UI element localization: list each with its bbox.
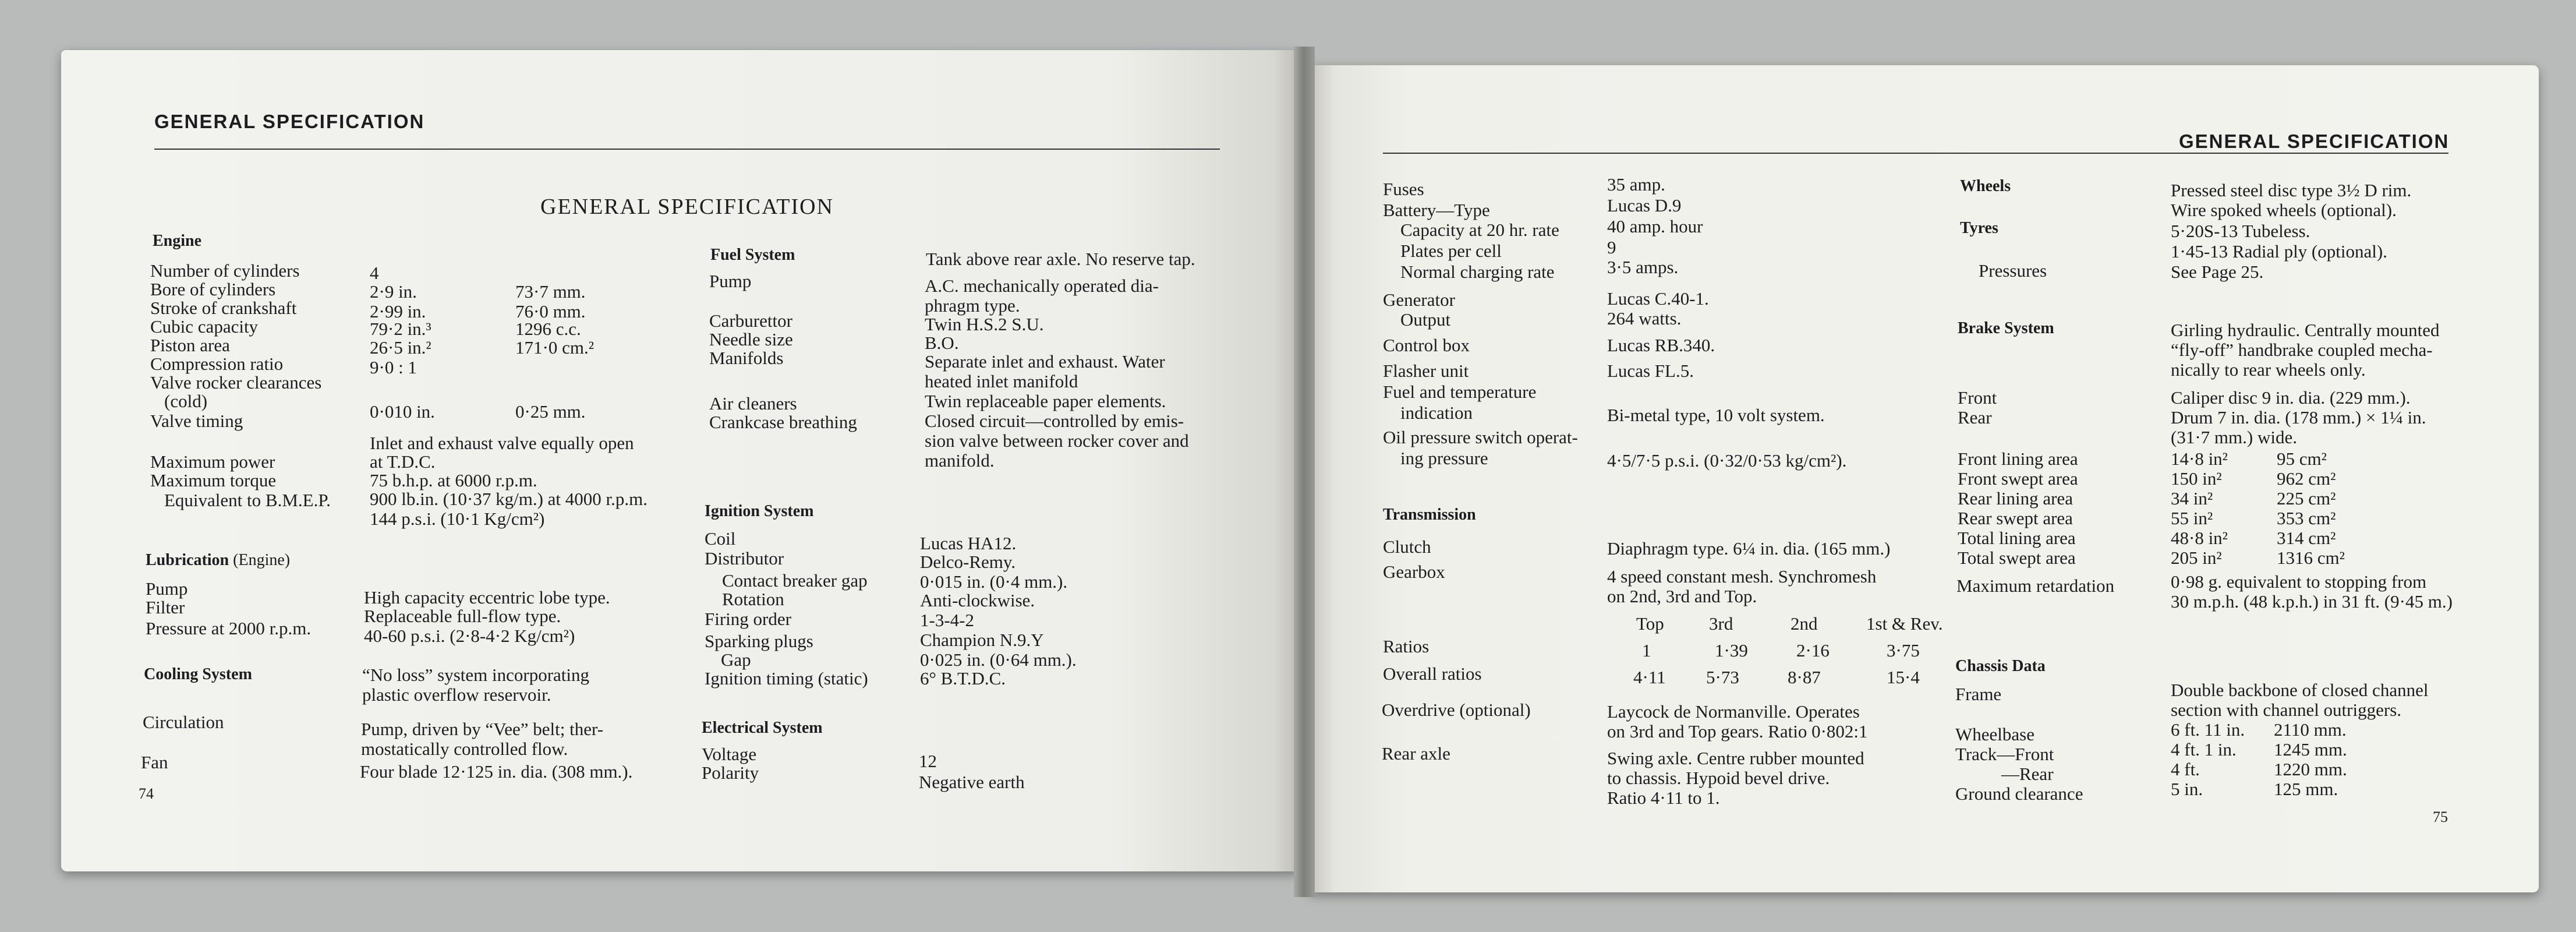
spec-label: Gap xyxy=(721,649,751,670)
spec-label: Coil xyxy=(705,528,736,549)
brake-area-imperial: 48·8 in² xyxy=(2171,528,2228,548)
spec-label: Control box xyxy=(1383,335,1470,355)
spec-value: 6° B.T.D.C. xyxy=(920,668,1006,689)
spec-value: manifold. xyxy=(925,450,995,471)
brake-rear-line-2: (31·7 mm.) wide. xyxy=(2171,427,2297,447)
wheels-line-2: Wire spoked wheels (optional). xyxy=(2171,200,2397,220)
spec-label: Number of cylinders xyxy=(150,260,300,281)
brake-area-metric: 225 cm² xyxy=(2277,488,2336,509)
page-number-left: 74 xyxy=(139,785,154,802)
overall-ratio-value: 8·87 xyxy=(1788,667,1821,687)
brake-area-imperial: 55 in² xyxy=(2171,508,2213,528)
fan-label: Fan xyxy=(141,752,168,772)
tyres-line-2: 1·45-13 Radial ply (optional). xyxy=(2171,241,2387,262)
ratio-value: 3·75 xyxy=(1887,640,1920,661)
engine-heading: Engine xyxy=(153,232,202,250)
retardation-label: Maximum retardation xyxy=(1956,576,2115,596)
spec-label: Pump xyxy=(709,271,752,291)
page-number-right: 75 xyxy=(2433,809,2448,825)
spec-value: Lucas HA12. xyxy=(920,533,1017,553)
brake-area-metric: 962 cm² xyxy=(2277,468,2336,489)
spec-label: Needle size xyxy=(709,329,793,350)
ratios-label: Ratios xyxy=(1383,636,1429,656)
gear-header: 1st & Rev. xyxy=(1866,613,1943,634)
book-gutter xyxy=(1294,47,1315,897)
spec-label: Plates per cell xyxy=(1400,241,1502,261)
brake-heading: Brake System xyxy=(1958,319,2054,337)
spec-label: ing pressure xyxy=(1400,448,1488,468)
fan-value: Four blade 12·125 in. dia. (308 mm.). xyxy=(360,761,633,782)
spec-metric: 73·7 mm. xyxy=(515,281,586,302)
header-rule-right xyxy=(1383,153,2448,154)
rear-axle-label: Rear axle xyxy=(1382,743,1450,764)
chassis-label: Wheelbase xyxy=(1955,724,2034,744)
overall-ratios-label: Overall ratios xyxy=(1383,663,1482,684)
brake-area-imperial: 34 in² xyxy=(2171,488,2213,509)
spec-value: 75 b.h.p. at 6000 r.p.m. xyxy=(370,470,537,490)
spec-label: Equivalent to B.M.E.P. xyxy=(164,490,331,510)
spec-label: indication xyxy=(1400,403,1473,423)
cooling-line-2: plastic overflow reservoir. xyxy=(362,684,551,705)
rear-axle-line-2: to chassis. Hypoid bevel drive. xyxy=(1607,768,1830,788)
overdrive-line-2: on 3rd and Top gears. Ratio 0·802:1 xyxy=(1607,721,1868,742)
spec-label: (cold) xyxy=(164,391,208,411)
chassis-metric: 125 mm. xyxy=(2274,779,2338,799)
spec-value: Delco-Remy. xyxy=(920,552,1016,572)
spec-value: 1-3-4-2 xyxy=(920,610,974,630)
chassis-imperial: 5 in. xyxy=(2171,779,2203,799)
brake-front-label: Front xyxy=(1958,387,1997,408)
pressures-value: See Page 25. xyxy=(2171,262,2264,282)
spec-label: Fuses xyxy=(1383,179,1424,199)
spec-label: Manifolds xyxy=(709,348,784,368)
spec-label: Output xyxy=(1400,309,1451,330)
spec-label: Compression ratio xyxy=(150,354,284,374)
chassis-metric: 1220 mm. xyxy=(2274,759,2347,779)
gear-header: 2nd xyxy=(1791,613,1818,634)
brake-line-2: “fly-off” handbrake coupled mecha- xyxy=(2171,340,2433,360)
spec-value: B.O. xyxy=(925,333,959,353)
spec-label: Maximum torque xyxy=(150,470,277,490)
brake-area-label: Total swept area xyxy=(1958,548,2076,568)
clutch-value: Diaphragm type. 6¼ in. dia. (165 mm.) xyxy=(1607,538,1891,559)
spec-value: 9 xyxy=(1607,237,1616,257)
spec-label: Oil pressure switch operat- xyxy=(1383,427,1578,447)
brake-area-label: Rear lining area xyxy=(1958,488,2073,509)
spec-label: Filter xyxy=(146,597,185,617)
spec-label: Ignition timing (static) xyxy=(705,668,868,689)
brake-line-1: Girling hydraulic. Centrally mounted xyxy=(2171,320,2440,340)
spec-label: Flasher unit xyxy=(1383,361,1469,381)
spec-label: Valve rocker clearances xyxy=(150,372,322,393)
gear-header: Top xyxy=(1636,613,1664,634)
spec-value: Negative earth xyxy=(919,772,1025,792)
chassis-heading: Chassis Data xyxy=(1955,657,2046,675)
ignition-heading: Ignition System xyxy=(705,502,814,520)
spec-label: Voltage xyxy=(702,744,757,764)
spec-label: Pump xyxy=(146,578,188,599)
brake-area-metric: 1316 cm² xyxy=(2277,548,2345,568)
spec-value: 3·5 amps. xyxy=(1607,257,1679,277)
spec-value: sion valve between rocker cover and xyxy=(925,430,1189,451)
fuel-heading: Fuel System xyxy=(710,246,795,264)
wheels-line-1: Pressed steel disc type 3½ D rim. xyxy=(2171,180,2412,200)
spec-label: Pressure at 2000 r.p.m. xyxy=(146,618,312,638)
spec-label: Firing order xyxy=(705,609,791,629)
overall-ratio-value: 4·11 xyxy=(1633,667,1666,687)
gear-header: 3rd xyxy=(1709,613,1733,634)
spec-value: phragm type. xyxy=(925,295,1020,316)
spec-label: Cubic capacity xyxy=(150,316,259,337)
chassis-metric: 1245 mm. xyxy=(2274,739,2347,760)
gearbox-label: Gearbox xyxy=(1383,562,1445,582)
chassis-imperial: 6 ft. 11 in. xyxy=(2171,719,2245,740)
pressures-label: Pressures xyxy=(1979,260,2047,281)
circulation-line-2: mostatically controlled flow. xyxy=(361,739,568,759)
chassis-label: —Rear xyxy=(2001,764,2054,784)
spec-metric: 1296 c.c. xyxy=(515,319,581,339)
frame-line-2: section with channel outriggers. xyxy=(2171,700,2402,720)
spec-value: 2·99 in. xyxy=(370,301,426,322)
spec-label: Bore of cylinders xyxy=(150,279,276,299)
spec-value: Separate inlet and exhaust. Water xyxy=(925,351,1165,372)
lubrication-heading: Lubrication (Engine) xyxy=(146,551,291,569)
brake-rear-label: Rear xyxy=(1958,407,1992,428)
spec-value: Inlet and exhaust valve equally open xyxy=(370,433,634,453)
brake-line-3: nically to rear wheels only. xyxy=(2171,359,2366,380)
brake-area-metric: 353 cm² xyxy=(2277,508,2336,528)
overall-ratio-value: 15·4 xyxy=(1887,667,1920,687)
spec-label: Normal charging rate xyxy=(1400,262,1555,282)
spec-value: 9·0 : 1 xyxy=(370,357,417,377)
spec-value: Closed circuit—controlled by emis- xyxy=(925,411,1184,431)
spec-value: Twin replaceable paper elements. xyxy=(925,391,1166,411)
spec-label: Piston area xyxy=(150,335,230,355)
spec-label: Valve timing xyxy=(150,411,243,431)
brake-area-label: Front lining area xyxy=(1958,449,2078,469)
main-title: GENERAL SPECIFICATION xyxy=(540,195,834,219)
ratio-value: 1 xyxy=(1642,640,1651,661)
ratio-value: 1·39 xyxy=(1715,640,1748,661)
spec-value: High capacity eccentric lobe type. xyxy=(364,587,610,608)
brake-area-label: Rear swept area xyxy=(1958,508,2073,528)
spec-value: Lucas D.9 xyxy=(1607,195,1682,216)
wheels-heading: Wheels xyxy=(1960,177,2011,195)
spec-metric: 171·0 cm.² xyxy=(515,337,594,358)
chassis-imperial: 4 ft. 1 in. xyxy=(2171,739,2237,760)
brake-front-value: Caliper disc 9 in. dia. (229 mm.). xyxy=(2171,387,2411,408)
brake-area-label: Total lining area xyxy=(1958,528,2076,548)
header-rule-left xyxy=(154,149,1220,150)
spec-value: Replaceable full-flow type. xyxy=(364,606,561,626)
transmission-heading: Transmission xyxy=(1383,506,1476,524)
spec-value: Lucas RB.340. xyxy=(1607,335,1715,355)
brake-area-label: Front swept area xyxy=(1958,468,2078,489)
spec-value: 144 p.s.i. (10·1 Kg/cm²) xyxy=(370,509,545,529)
spec-value: Lucas FL.5. xyxy=(1607,361,1694,381)
overdrive-line-1: Laycock de Normanville. Operates xyxy=(1607,701,1860,722)
spec-value: Champion N.9.Y xyxy=(920,630,1044,650)
ratio-value: 2·16 xyxy=(1796,640,1830,661)
overdrive-label: Overdrive (optional) xyxy=(1382,700,1531,720)
spec-value: 35 amp. xyxy=(1607,174,1665,195)
spec-value: 12 xyxy=(919,751,937,771)
spec-value: 0·010 in. xyxy=(370,401,435,422)
retardation-line-2: 30 m.p.h. (48 k.p.h.) in 31 ft. (9·45 m.) xyxy=(2171,591,2453,612)
spec-value: 0·025 in. (0·64 mm.). xyxy=(920,649,1077,670)
clutch-label: Clutch xyxy=(1383,536,1431,557)
running-header-right: GENERAL SPECIFICATION xyxy=(2179,130,2450,152)
chassis-label: Track—Front xyxy=(1955,744,2054,764)
brake-area-metric: 314 cm² xyxy=(2277,528,2336,548)
spec-label: Air cleaners xyxy=(709,393,797,414)
spec-value: 0·015 in. (0·4 mm.). xyxy=(920,571,1068,592)
spec-value: Anti-clockwise. xyxy=(920,590,1035,610)
brake-area-imperial: 150 in² xyxy=(2171,468,2222,489)
spec-value: Lucas C.40-1. xyxy=(1607,288,1709,309)
spec-label: Carburettor xyxy=(709,310,792,331)
gearbox-line-1: 4 speed constant mesh. Synchromesh xyxy=(1607,566,1877,587)
spec-label: Rotation xyxy=(722,589,784,609)
fuel-tank: Tank above rear axle. No reserve tap. xyxy=(926,249,1195,269)
spec-value: heated inlet manifold xyxy=(925,371,1078,391)
brake-area-metric: 95 cm² xyxy=(2277,449,2327,469)
chassis-label: Ground clearance xyxy=(1955,783,2083,804)
spec-label: Sparking plugs xyxy=(705,631,813,651)
spec-value: 264 watts. xyxy=(1607,308,1682,329)
spec-value: 2·9 in. xyxy=(370,281,417,302)
retardation-line-1: 0·98 g. equivalent to stopping from xyxy=(2171,571,2427,592)
spec-label: Contact breaker gap xyxy=(722,570,868,591)
cooling-heading: Cooling System xyxy=(144,665,252,683)
brake-rear-line-1: Drum 7 in. dia. (178 mm.) × 1¼ in. xyxy=(2171,407,2426,428)
circulation-label: Circulation xyxy=(143,712,224,732)
chassis-imperial: 4 ft. xyxy=(2171,759,2200,779)
spec-value: 4·5/7·5 p.s.i. (0·32/0·53 kg/cm²). xyxy=(1607,450,1847,471)
spec-value: Twin H.S.2 S.U. xyxy=(925,314,1044,334)
chassis-metric: 2110 mm. xyxy=(2274,719,2347,740)
spec-value: A.C. mechanically operated dia- xyxy=(925,276,1159,296)
spec-value: 40 amp. hour xyxy=(1607,216,1703,236)
brake-area-imperial: 14·8 in² xyxy=(2171,449,2228,469)
spec-label: Fuel and temperature xyxy=(1383,382,1537,402)
spec-label: Generator xyxy=(1383,290,1455,310)
brake-area-imperial: 205 in² xyxy=(2171,548,2222,568)
spec-label: Polarity xyxy=(702,762,759,783)
spec-value: 79·2 in.³ xyxy=(370,319,431,339)
spec-value: Bi-metal type, 10 volt system. xyxy=(1607,405,1825,425)
spec-value: 900 lb.in. (10·37 kg/m.) at 4000 r.p.m. xyxy=(370,489,648,509)
rear-axle-line-3: Ratio 4·11 to 1. xyxy=(1607,788,1720,808)
spec-metric: 0·25 mm. xyxy=(515,401,586,422)
overall-ratio-value: 5·73 xyxy=(1706,667,1739,687)
gearbox-line-2: on 2nd, 3rd and Top. xyxy=(1607,586,1757,606)
spec-label: Maximum power xyxy=(150,451,275,472)
spec-value: at T.D.C. xyxy=(370,451,436,472)
spec-label: Crankcase breathing xyxy=(709,412,857,432)
rear-axle-line-1: Swing axle. Centre rubber mounted xyxy=(1607,748,1864,768)
spec-label: Distributor xyxy=(705,548,784,569)
spec-label: Battery—Type xyxy=(1383,200,1490,220)
spec-value: 4 xyxy=(370,263,379,283)
spec-label: Capacity at 20 hr. rate xyxy=(1400,220,1559,240)
spec-value: 40-60 p.s.i. (2·8-4·2 Kg/cm²) xyxy=(364,626,575,646)
spec-value: 26·5 in.² xyxy=(370,337,431,358)
spec-label: Stroke of crankshaft xyxy=(150,298,297,318)
running-header-left: GENERAL SPECIFICATION xyxy=(154,111,425,132)
spec-metric: 76·0 mm. xyxy=(515,301,586,322)
cooling-line-1: “No loss” system incorporating xyxy=(362,665,590,685)
frame-line-1: Double backbone of closed channel xyxy=(2171,680,2429,700)
circulation-line-1: Pump, driven by “Vee” belt; ther- xyxy=(361,719,604,739)
tyres-line-1: 5·20S-13 Tubeless. xyxy=(2171,221,2310,241)
frame-label: Frame xyxy=(1955,684,2002,704)
electrical-heading: Electrical System xyxy=(702,719,823,737)
tyres-heading: Tyres xyxy=(1960,219,1998,237)
